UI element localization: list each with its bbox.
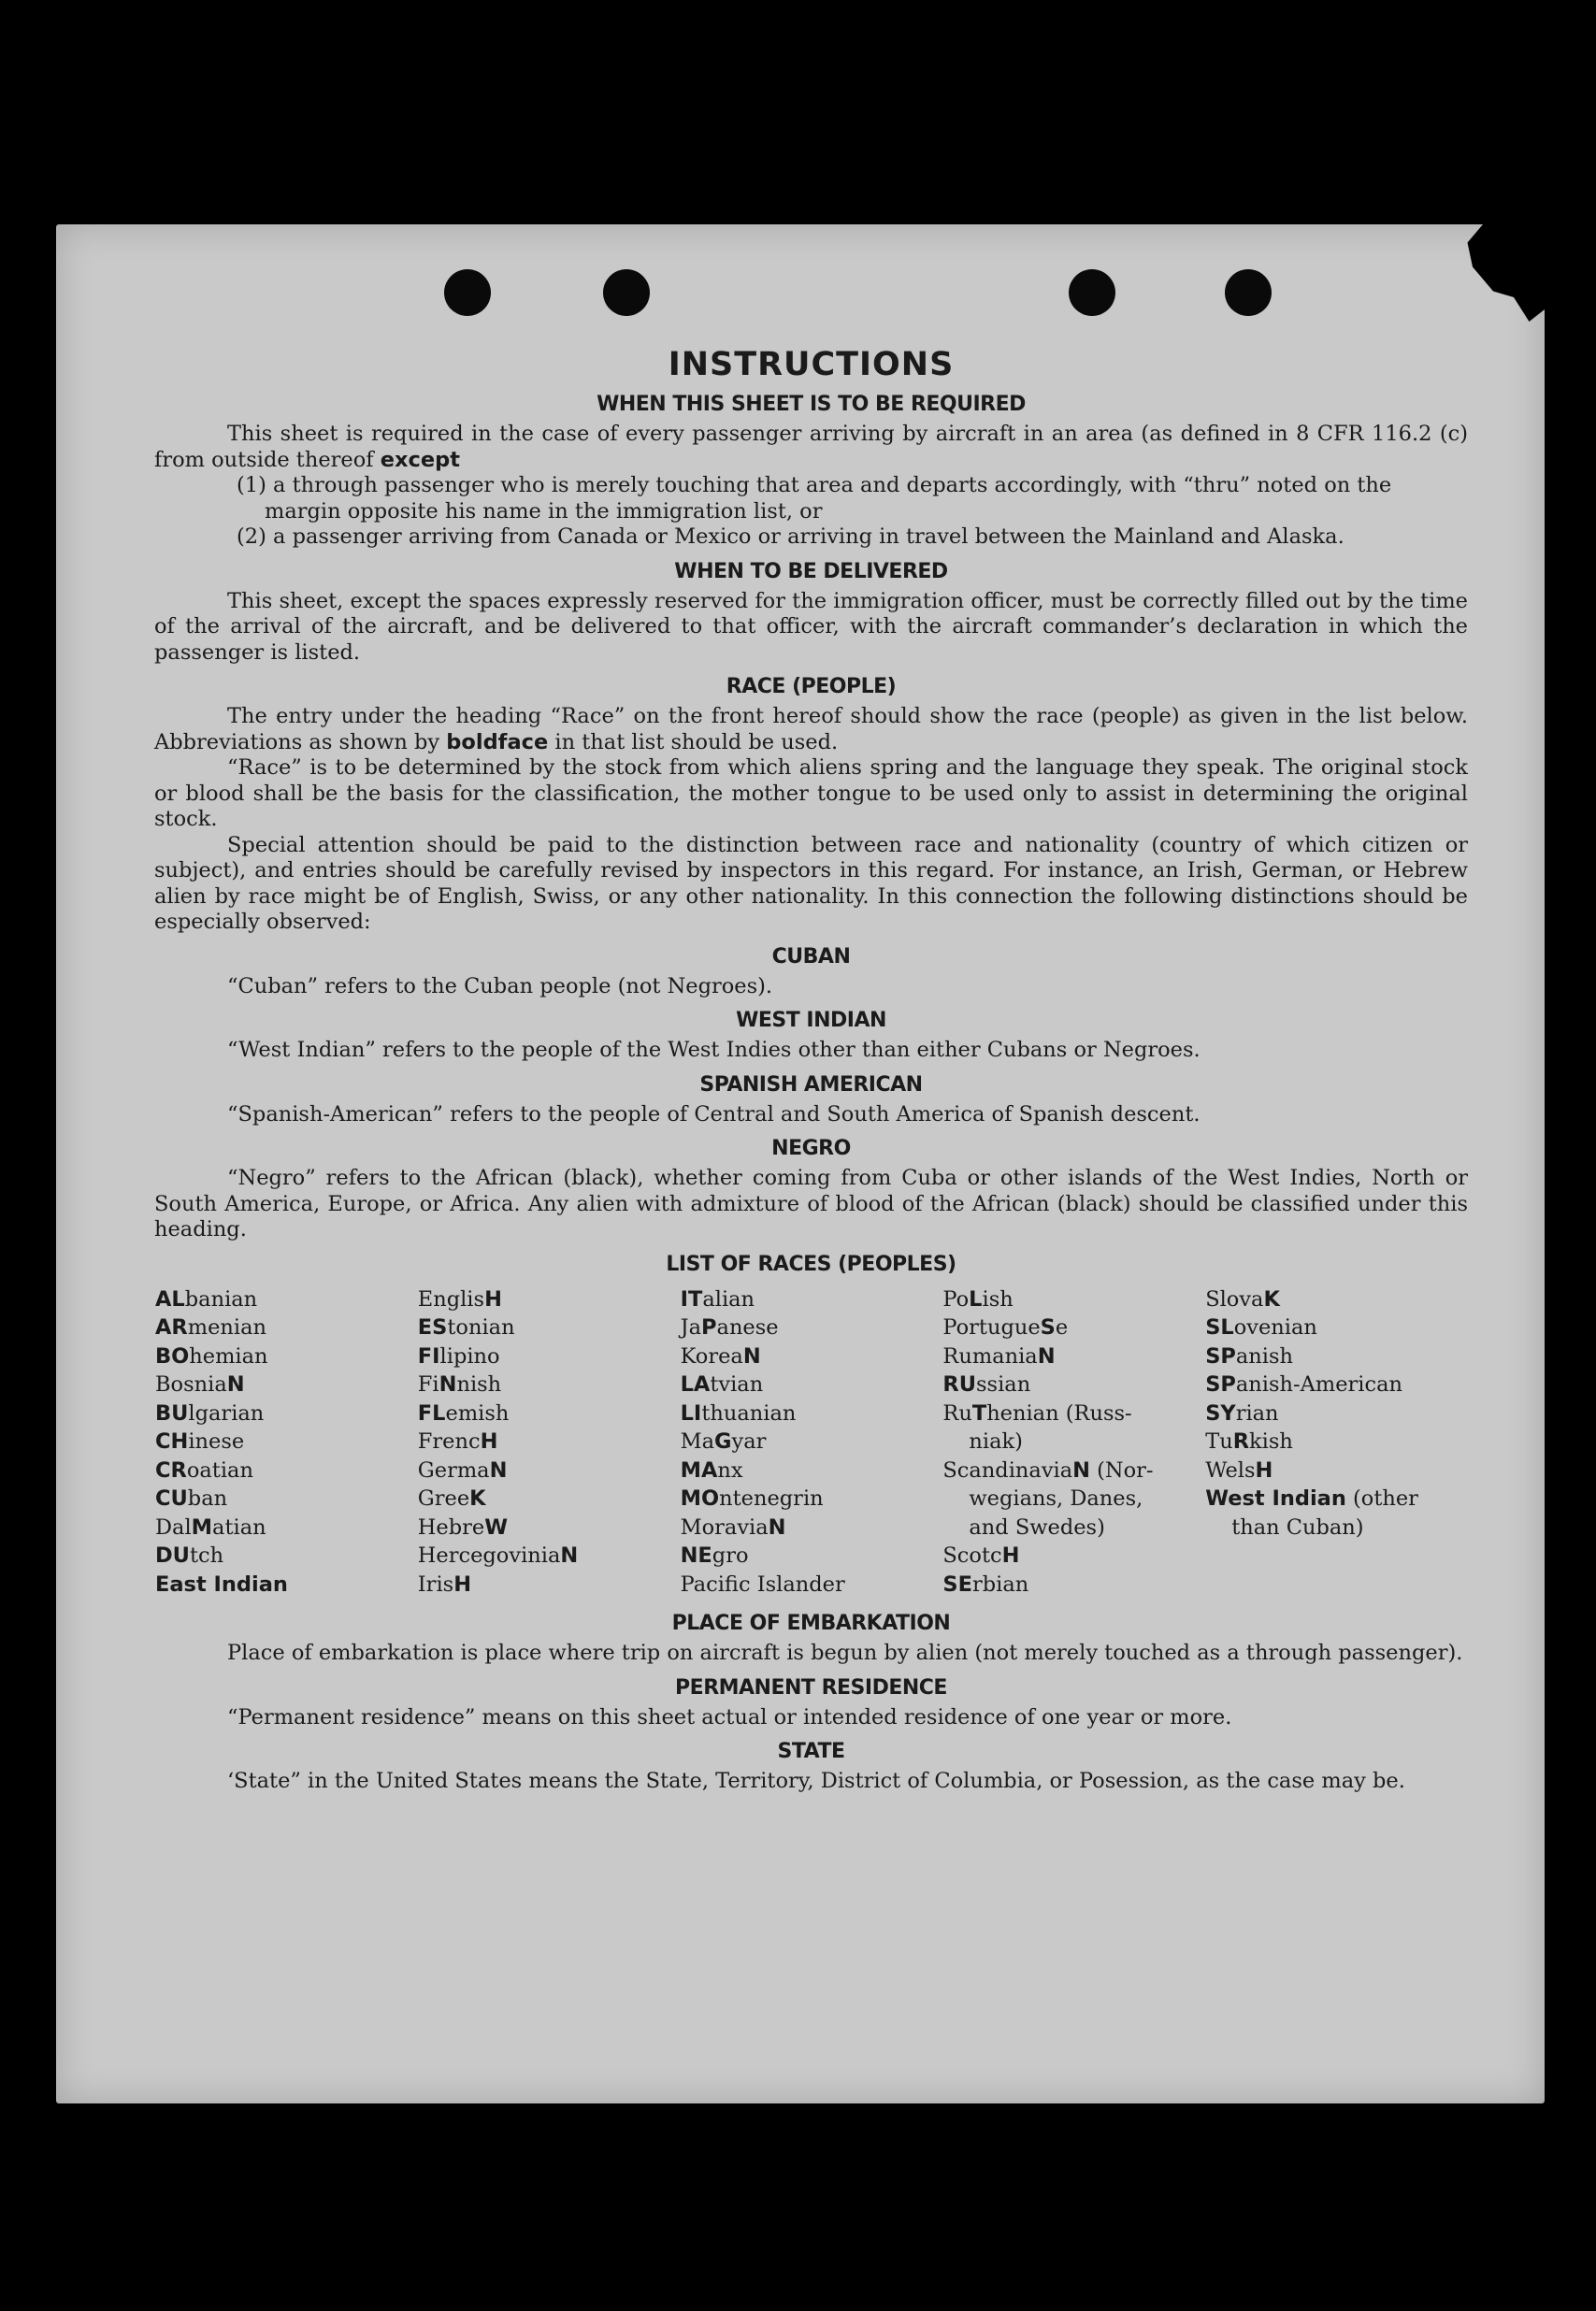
race-entry: TuRkish [1205, 1429, 1293, 1454]
page-title: INSTRUCTIONS [668, 346, 955, 383]
race-entry: SPanish [1205, 1343, 1294, 1369]
punch-hole-4 [1225, 269, 1272, 316]
race-entry: HercegoviniaN [417, 1543, 579, 1568]
race-entry: MoraviaN [680, 1514, 786, 1540]
race-entry: SlovaK [1205, 1286, 1280, 1312]
races-list [154, 1285, 1468, 1600]
race-paragraph-3: Special attention should be paid to the distinction between race and nationality (country of which citizen or subject), and entries should be carefully revised by inspectors in this regard. For instance, an Irish, German, or Hebrew alien by race might be of English, Swiss, or any other nationality. In this connection the following distinctions should be especially observed: [154, 832, 1468, 934]
race-entry: WelsH [1205, 1457, 1273, 1483]
races-column [681, 1285, 943, 1600]
race-entry: West Indian (other than Cuban) [1205, 1486, 1418, 1540]
race-entry: LAtvian [680, 1372, 764, 1397]
race-entry: SYrian [1205, 1400, 1279, 1426]
race-entry: MaGyar [680, 1429, 767, 1454]
torn-corner [1442, 224, 1545, 346]
race-entry: RumaniaN [942, 1343, 1056, 1369]
race-entry: BUlgarian [155, 1400, 265, 1426]
heading-list-of-races: LIST OF RACES (PEOPLES) [666, 1252, 956, 1276]
race-entry: SPanish-American [1205, 1372, 1402, 1397]
race-entry: DalMatian [155, 1514, 266, 1540]
race-entry: East Indian [155, 1572, 288, 1597]
heading-permanent-residence: PERMANENT RESIDENCE [675, 1675, 947, 1700]
race-entry: LIthuanian [680, 1400, 797, 1426]
race-entry: ALbanian [155, 1286, 258, 1312]
race-entry: FrencH [417, 1429, 498, 1454]
races-column [942, 1285, 1205, 1600]
heading-negro: NEGRO [771, 1137, 851, 1160]
race-entry: FLemish [417, 1400, 510, 1426]
race-entry: RUssian [942, 1372, 1031, 1397]
race-entry: DUtch [155, 1543, 224, 1568]
race-entry: PortugueSe [942, 1315, 1069, 1340]
heading-embarkation: PLACE OF EMBARKATION [671, 1612, 951, 1635]
race-entry: CUban [155, 1486, 228, 1511]
race-entry: GermaN [417, 1457, 508, 1483]
when-delivered-text: This sheet, except the spaces expressly reserved for the immigration officer, must be correctly filled out by the time of the arrival of the aircraft, and be delivered to that officer, with the aircraft commander’s declaration in which the passenger is listed. [154, 588, 1468, 665]
race-entry: SLovenian [1205, 1315, 1317, 1340]
state-text: ‘State” in the United States means the State, Territory, District of Columbia, or Posession, as the case may be. [227, 1769, 1405, 1793]
race-paragraph-1: The entry under the heading “Race” on the front hereof should show the race (people) as given in the list below. Abbreviations as shown by boldface in that list should be used. [154, 704, 1468, 754]
punch-hole-1 [444, 269, 491, 316]
permanent-residence-text: “Permanent residence” means on this sheet actual or intended residence of one year or more. [227, 1704, 1232, 1730]
when-required-intro: This sheet is required in the case of every passenger arriving by aircraft in an area (as defined in 8 CFR 116.2 (c) from outside thereof except [154, 422, 1468, 472]
race-entry: IrisH [417, 1572, 472, 1597]
race-entry: CHinese [155, 1429, 245, 1454]
instructions-content [154, 346, 1468, 1795]
race-entry: SErbian [942, 1572, 1029, 1597]
heading-cuban: CUBAN [771, 944, 851, 969]
race-entry: HebreW [417, 1514, 509, 1540]
race-entry: ScotcH [942, 1543, 1020, 1568]
race-entry: KoreaN [680, 1343, 761, 1369]
heading-when-delivered: WHEN TO BE DELIVERED [674, 559, 948, 583]
heading-state: STATE [777, 1740, 845, 1763]
races-column [1205, 1285, 1468, 1600]
race-entry: ScandinaviaN (Nor- wegians, Danes, and Swedes) [942, 1457, 1154, 1540]
heading-race: RACE (PEOPLE) [726, 675, 897, 698]
race-entry: Pacific Islander [680, 1572, 845, 1597]
race-entry: BosniaN [155, 1372, 245, 1397]
when-required-item-2: (2) a passenger arriving from Canada or Mexico or arriving in travel between the Mainland and Alaska. [237, 524, 1344, 549]
punch-hole-2 [603, 269, 650, 316]
race-entry: MAnx [680, 1457, 743, 1483]
race-entry: ARmenian [155, 1315, 266, 1340]
race-paragraph-2: “Race” is to be determined by the stock from which aliens spring and the language they speak. The original stock or blood shall be the basis for the classification, the mother tongue to be used only to assist in determining the original stock. [154, 755, 1468, 831]
embarkation-text: Place of embarkation is place where trip on aircraft is begun by alien (not merely touched as a through passenger). [227, 1641, 1463, 1665]
heading-when-required: WHEN THIS SHEET IS TO BE REQUIRED [597, 393, 1026, 416]
heading-west-indian: WEST INDIAN [736, 1009, 886, 1032]
races-column [418, 1285, 681, 1600]
races-column [155, 1285, 418, 1600]
punch-hole-3 [1069, 269, 1115, 316]
document-sheet [56, 224, 1545, 2103]
cuban-text: “Cuban” refers to the Cuban people (not Negroes). [227, 973, 773, 998]
race-entry: EStonian [417, 1315, 515, 1340]
race-entry: ITalian [680, 1286, 755, 1312]
when-required-item-1: (1) a through passenger who is merely touching that area and departs accordingly, with “thru” noted on the margin opposite his name in the immigration list, or [237, 473, 1392, 524]
race-entry: FiNnish [417, 1372, 502, 1397]
race-entry: MOntenegrin [680, 1486, 824, 1511]
race-entry: CRoatian [155, 1457, 253, 1483]
race-entry: JaPanese [680, 1315, 779, 1340]
heading-spanish-american: SPANISH AMERICAN [699, 1072, 923, 1097]
west-indian-text: “West Indian” refers to the people of the West Indies other than either Cubans or Negroes. [227, 1038, 1201, 1062]
negro-text: “Negro” refers to the African (black), whether coming from Cuba or other islands of the West Indies, North or South America, Europe, or Africa. Any alien with admixture of blood of the African (black) should be classified under this heading. [154, 1166, 1468, 1242]
race-entry: FIlipino [417, 1343, 500, 1369]
spanish-american-text: “Spanish-American” refers to the people of Central and South America of Spanish descent. [227, 1101, 1201, 1127]
race-entry: PoLish [942, 1286, 1014, 1312]
race-entry: RuThenian (Russ- niak) [942, 1400, 1132, 1454]
race-entry: GreeK [417, 1486, 486, 1511]
race-entry: EnglisH [417, 1286, 502, 1312]
race-entry: BOhemian [155, 1343, 268, 1369]
race-entry: NEgro [680, 1543, 749, 1568]
